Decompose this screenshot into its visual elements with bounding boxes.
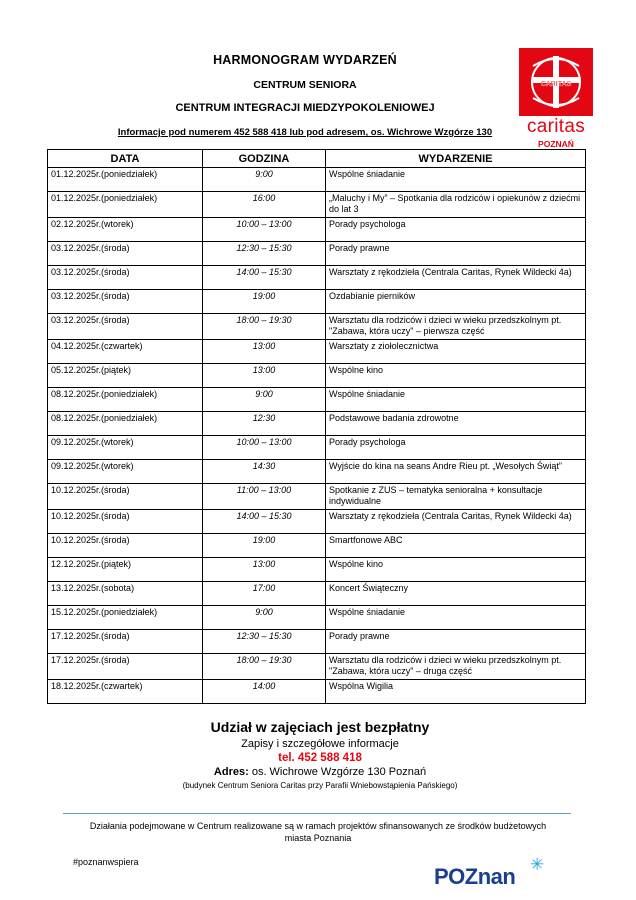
event-time: 12:30 – 15:30 xyxy=(203,242,326,266)
event-date: 17.12.2025r.(środa) xyxy=(48,654,203,680)
table-row xyxy=(48,680,586,704)
event-time: 9:00 xyxy=(203,606,326,630)
event-date: 03.12.2025r.(środa) xyxy=(48,290,203,314)
event-date: 10.12.2025r.(środa) xyxy=(48,510,203,534)
table-row xyxy=(48,340,586,364)
address-label: Adres: xyxy=(213,766,249,778)
event-description: Ozdabianie pierników xyxy=(326,290,586,314)
event-time: 13:00 xyxy=(203,558,326,582)
event-time: 19:00 xyxy=(203,534,326,558)
table-row xyxy=(48,654,586,680)
event-date: 01.12.2025r.(poniedziałek) xyxy=(48,168,203,192)
table-row xyxy=(48,460,586,484)
event-description: Wspólne śniadanie xyxy=(326,168,586,192)
table-row xyxy=(48,242,586,266)
caritas-logo xyxy=(519,48,593,152)
schedule-rows xyxy=(48,168,586,704)
table-row xyxy=(48,168,586,192)
event-description: Porady psychologa xyxy=(326,436,586,460)
event-description: Wspólne kino xyxy=(326,558,586,582)
table-header-row xyxy=(48,150,586,168)
event-time: 18:00 – 19:30 xyxy=(203,314,326,340)
contact-info: Informacje pod numerem 452 588 418 lub pod adresem, os. Wichrowe Wzgórze 130 xyxy=(117,127,493,138)
hashtag: #poznanwspiera xyxy=(73,857,139,867)
poznan-wordmark: POZnan xyxy=(434,864,516,889)
event-date: 02.12.2025r.(wtorek) xyxy=(48,218,203,242)
event-time: 14:30 xyxy=(203,460,326,484)
event-time: 13:00 xyxy=(203,340,326,364)
address xyxy=(40,766,600,778)
event-description: Porady psychologa xyxy=(326,218,586,242)
star-icon: ✳ xyxy=(530,855,545,874)
event-time: 10:00 – 13:00 xyxy=(203,436,326,460)
event-time: 10:00 – 13:00 xyxy=(203,218,326,242)
footer-divider xyxy=(63,813,571,814)
event-date: 03.12.2025r.(środa) xyxy=(48,242,203,266)
event-description: Wspólne kino xyxy=(326,364,586,388)
event-description: Wyjście do kina na seans Andre Rieu pt. „Wesołych Świąt” xyxy=(326,460,586,484)
event-date: 08.12.2025r.(poniedziałek) xyxy=(48,412,203,436)
event-description: Warsztatu dla rodziców i dzieci w wieku przedszkolnym pt. "Zabawa, która uczy" – druga część xyxy=(326,654,586,680)
caritas-wordmark: caritas xyxy=(526,116,586,137)
event-time: 16:00 xyxy=(203,192,326,218)
event-description: Wspólna Wigilia xyxy=(326,680,586,704)
table-row xyxy=(48,314,586,340)
event-description: Wspólne śniadanie xyxy=(326,606,586,630)
event-description: Smartfonowe ABC xyxy=(326,534,586,558)
event-date: 03.12.2025r.(środa) xyxy=(48,314,203,340)
event-description: Koncert Świąteczny xyxy=(326,582,586,606)
table-row xyxy=(48,266,586,290)
table-row xyxy=(48,630,586,654)
table-row xyxy=(48,290,586,314)
poznan-city-logo xyxy=(434,855,554,892)
event-time: 19:00 xyxy=(203,290,326,314)
event-time: 12:30 xyxy=(203,412,326,436)
table-row xyxy=(48,534,586,558)
event-description: Spotkanie z ZUS – tematyka senioralna + konsultacje indywidualne xyxy=(326,484,586,510)
event-description: Porady prawne xyxy=(326,242,586,266)
event-date: 13.12.2025r.(sobota) xyxy=(48,582,203,606)
free-participation-note: Udział w zajęciach jest bezpłatny xyxy=(210,719,430,735)
event-description: Wspólne śniadanie xyxy=(326,388,586,412)
event-date: 04.12.2025r.(czwartek) xyxy=(48,340,203,364)
event-date: 18.12.2025r.(czwartek) xyxy=(48,680,203,704)
event-time: 9:00 xyxy=(203,388,326,412)
schedule-table xyxy=(47,149,586,704)
table-row xyxy=(48,558,586,582)
event-time: 18:00 – 19:30 xyxy=(203,654,326,680)
caritas-city: POZNAŃ xyxy=(538,139,574,149)
center-name: CENTRUM SENIORA xyxy=(253,79,357,91)
table-row xyxy=(48,436,586,460)
column-header-event: WYDARZENIE xyxy=(326,150,586,168)
phone-number: tel. 452 588 418 xyxy=(278,752,362,764)
building-info: (budynek Centrum Seniora Caritas przy Parafii Wniebowstąpienia Pańskiego) xyxy=(182,781,458,790)
event-date: 09.12.2025r.(wtorek) xyxy=(48,436,203,460)
column-header-time: GODZINA xyxy=(203,150,326,168)
event-time: 13:00 xyxy=(203,364,326,388)
event-date: 17.12.2025r.(środa) xyxy=(48,630,203,654)
event-time: 14:00 – 15:30 xyxy=(203,266,326,290)
event-date: 15.12.2025r.(poniedziałek) xyxy=(48,606,203,630)
table-row xyxy=(48,412,586,436)
funding-note: Działania podejmowane w Centrum realizowane są w ramach projektów sfinansowanych ze środków budżetowych miasta Poznania xyxy=(89,821,547,843)
event-description: Warsztaty z rękodzieła (Centrala Caritas, Rynek Wildecki 4a) xyxy=(326,510,586,534)
event-description: Warsztaty z rękodzieła (Centrala Caritas, Rynek Wildecki 4a) xyxy=(326,266,586,290)
event-date: 09.12.2025r.(wtorek) xyxy=(48,460,203,484)
caritas-emblem xyxy=(519,48,593,116)
event-description: Podstawowe badania zdrowotne xyxy=(326,412,586,436)
table-row xyxy=(48,218,586,242)
event-description: Porady prawne xyxy=(326,630,586,654)
table-row xyxy=(48,388,586,412)
event-description: Warsztatu dla rodziców i dzieci w wieku przedszkolnym pt. "Zabawa, która uczy" – pierwsza część xyxy=(326,314,586,340)
event-time: 14:00 xyxy=(203,680,326,704)
table-row xyxy=(48,364,586,388)
column-header-date: DATA xyxy=(48,150,203,168)
event-description: „Maluchy i My” – Spotkania dla rodziców i opiekunów z dziećmi do lat 3 xyxy=(326,192,586,218)
table-row xyxy=(48,484,586,510)
signup-info: Zapisy i szczegółowe informacje xyxy=(241,738,399,750)
event-date: 12.12.2025r.(piątek) xyxy=(48,558,203,582)
svg-text:CARITAS: CARITAS xyxy=(540,81,572,88)
document-title: HARMONOGRAM WYDARZEŃ xyxy=(213,53,397,67)
table-row xyxy=(48,606,586,630)
event-date: 03.12.2025r.(środa) xyxy=(48,266,203,290)
event-description: Warsztaty z ziołolecznictwa xyxy=(326,340,586,364)
event-time: 9:00 xyxy=(203,168,326,192)
event-date: 10.12.2025r.(środa) xyxy=(48,534,203,558)
table-row xyxy=(48,582,586,606)
event-time: 17:00 xyxy=(203,582,326,606)
integration-center-name: CENTRUM INTEGRACJI MIEDZYPOKOLENIOWEJ xyxy=(175,102,435,114)
address-value: os. Wichrowe Wzgórze 130 Poznań xyxy=(248,766,427,778)
event-date: 01.12.2025r.(poniedziałek) xyxy=(48,192,203,218)
event-time: 11:00 – 13:00 xyxy=(203,484,326,510)
event-date: 08.12.2025r.(poniedziałek) xyxy=(48,388,203,412)
event-date: 10.12.2025r.(środa) xyxy=(48,484,203,510)
event-time: 14:00 – 15:30 xyxy=(203,510,326,534)
table-row xyxy=(48,192,586,218)
event-time: 12:30 – 15:30 xyxy=(203,630,326,654)
event-date: 05.12.2025r.(piątek) xyxy=(48,364,203,388)
table-row xyxy=(48,510,586,534)
